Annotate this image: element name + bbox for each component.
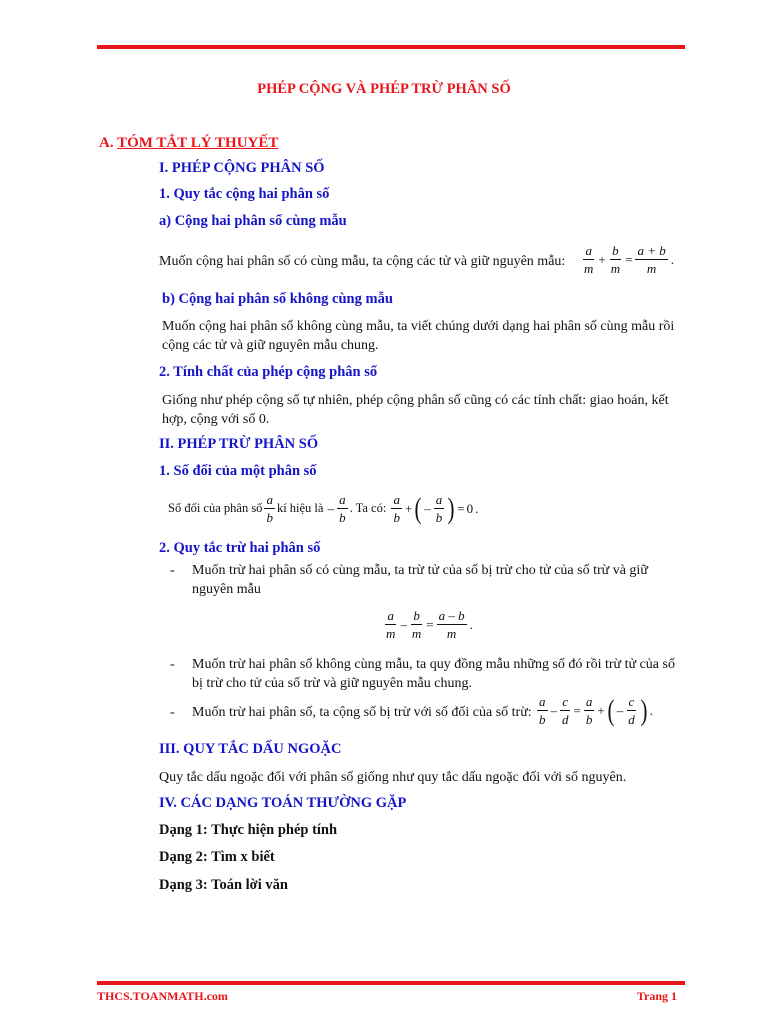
problem-type-3: Dạng 3: Toán lời văn — [159, 877, 288, 893]
fraction: $\frac{a - b}{m}$ — [438, 608, 465, 641]
fraction: $\frac{a}{b}$ — [585, 694, 593, 727]
sub-b-heading: b) Cộng hai phân số không cùng mẫu — [162, 291, 393, 307]
problem-type-2: Dạng 2: Tìm x biết — [159, 849, 275, 865]
sub-a-heading: a) Cộng hai phân số cùng mẫu — [159, 213, 347, 229]
sub-a-text: Muốn cộng hai phân số có cùng mẫu, ta cộng các tử và giữ nguyên mẫu: — [159, 254, 566, 269]
fraction: $\frac{c}{d}$ — [562, 694, 569, 727]
bullet-2: - Muốn trừ hai phân số không cùng mẫu, ta quy đồng mẫu những số đó rồi trừ tử của số — [170, 657, 675, 672]
opposite-text-1: Số đối của phân số — [168, 501, 263, 515]
opposite-text-2: kí hiệu là — [276, 501, 324, 515]
subtract-rule-heading: 2. Quy tắc trừ hai phân số — [159, 540, 321, 556]
section-a-heading — [99, 135, 278, 152]
footer-website[interactable]: THCS.TOANMATH.com — [97, 989, 228, 1003]
fraction: $\frac{b}{m}$ — [610, 243, 621, 276]
part3-text: Quy tắc dấu ngoặc đối với phân số giống như quy tắc dấu ngoặc đối với số nguyên. — [159, 770, 627, 785]
bullet-1-line2: nguyên mẫu — [192, 582, 261, 597]
rule1-heading: 1. Quy tắc cộng hai phân số — [159, 186, 330, 202]
property-line1: Giống như phép cộng số tự nhiên, phép cộng phân số cũng có các tính chất: giao hoán, kết — [162, 393, 669, 408]
fraction: $\frac{a + b}{m}$ — [637, 243, 666, 276]
part4-heading: IV. CÁC DẠNG TOÁN THƯỜNG GẶP — [159, 795, 407, 811]
fraction: $\frac{c}{d}$ — [628, 694, 635, 727]
sub-b-line1: Muốn cộng hai phân số không cùng mẫu, ta viết chúng dưới dạng hai phân số cùng mẫu rồi — [162, 319, 675, 334]
sub-b-line2: cộng các tử và giữ nguyên mẫu chung. — [162, 338, 379, 353]
part1-heading: I. PHÉP CỘNG PHÂN SỐ — [159, 160, 325, 176]
header-rule — [97, 45, 685, 49]
fraction: $\frac{a}{b}$ — [539, 694, 546, 727]
problem-type-1: Dạng 1: Thực hiện phép tính — [159, 822, 338, 838]
formula-subtract-same-denominator: $\frac{a}{m}$ – $\frac{b}{m}$ = $\frac{a - b}{m}$ . — [386, 608, 473, 641]
fraction: $\frac{a}{b}$ — [435, 492, 443, 525]
footer-rule — [97, 981, 685, 985]
fraction: $\frac{a}{m}$ — [584, 243, 594, 276]
bullet-3: - Muốn trừ hai phân số, ta cộng số bị trừ với số đối của số trừ: — [170, 705, 532, 720]
opposite-fraction-line: Số đối của phân số $\frac{a}{b}$ kí hiệu là – $\frac{a}{b}$ . Ta có: $\frac{a}{b}$ + ( – $\frac{a}{b}$ ) = 0 . — [168, 491, 479, 525]
fraction: $\frac{a}{b}$ — [339, 492, 346, 525]
fraction: $\frac{a}{b}$ — [266, 492, 273, 525]
section-a-prefix: A. — [99, 135, 114, 151]
formula-subtract-general: $\frac{a}{b}$ – $\frac{c}{d}$ = $\frac{a}{b}$ + ( – $\frac{c}{d}$ ) . — [539, 693, 653, 727]
section-a-title: TÓM TẮT LÝ THUYẾT — [117, 135, 279, 151]
footer-page-number: Trang 1 — [636, 989, 677, 1003]
fraction: $\frac{a}{m}$ — [386, 608, 396, 641]
bullet-2-line2: bị trừ cho tử của số trừ và giữ nguyên mẫu chung. — [192, 676, 472, 691]
opposite-heading: 1. Số đối của một phân số — [159, 463, 317, 479]
page-title: PHÉP CỘNG VÀ PHÉP TRỪ PHÂN SỐ — [257, 81, 511, 97]
fraction: $\frac{a}{b}$ — [393, 492, 400, 525]
opposite-text-3: . Ta có: — [349, 501, 387, 515]
formula-add-same-denominator: $\frac{a}{m}$ + $\frac{b}{m}$ = $\frac{a + b}{m}$ . — [584, 243, 674, 276]
fraction: $\frac{b}{m}$ — [411, 608, 422, 641]
bullet-1: - Muốn trừ hai phân số có cùng mẫu, ta trừ tử của số bị trừ cho tử của số trừ và giữ — [170, 563, 648, 578]
part2-heading: II. PHÉP TRỪ PHÂN SỐ — [159, 436, 319, 452]
property-line2: hợp, cộng với số 0. — [162, 412, 270, 427]
property-heading: 2. Tính chất của phép cộng phân số — [159, 364, 378, 380]
part3-heading: III. QUY TẮC DẤU NGOẶC — [159, 741, 342, 757]
